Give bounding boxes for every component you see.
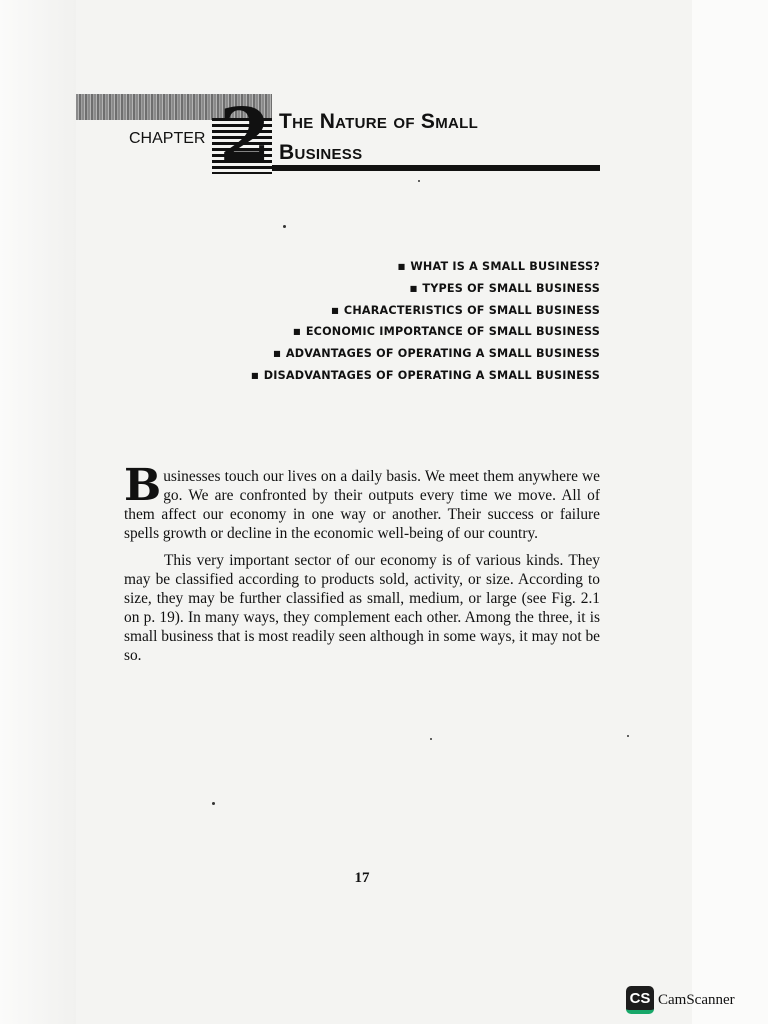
square-bullet-icon: ■ [293,327,301,337]
chapter-title-line-1: The Nature of Small [279,110,479,133]
objective-item: ■ CHARACTERISTICS OF SMALL BUSINESS [331,303,600,317]
camscanner-name: CamScanner [658,991,735,1008]
chapter-objectives-list [251,256,600,387]
square-bullet-icon: ■ [273,349,281,359]
body-paragraph-1: Businesses touch our lives on a daily basis. We meet them anywhere we go. We are confronted by their outputs every time we move. All of them affect our economy in one way or another. Their success or failure spells growth or decline in the economic well-being of our country. [124,460,600,542]
scan-speck [283,225,286,228]
camscanner-watermark [626,986,735,1014]
objective-item: ■ ADVANTAGES OF OPERATING A SMALL BUSINESS [273,347,600,361]
objective-item: ■ WHAT IS A SMALL BUSINESS? [397,260,600,273]
square-bullet-icon: ■ [251,370,259,380]
scan-speck [418,180,420,182]
drop-cap: B [124,460,162,511]
square-bullet-icon: ■ [397,262,406,271]
camscanner-logo-icon: CS [626,986,654,1014]
objective-item: ■ DISADVANTAGES OF OPERATING A SMALL BUSINESS [251,368,600,382]
objective-item: ■ ECONOMIC IMPORTANCE OF SMALL BUSINESS [293,325,600,339]
page-number: 17 [354,870,370,886]
body-paragraph-2: This very important sector of our economy is of various kinds. They may be classified according to products sold, activity, or size. According to size, they may be further classified as small, medium, or large (see Fig. 2.1 on p. 19). In many ways, they complement each other. Among the three, it is small business that is most readily seen although in some ways, it may not be so. [124,552,600,664]
square-bullet-icon: ■ [409,283,418,293]
chapter-body-text [124,460,600,665]
chapter-number: 2 [219,93,271,179]
scan-speck [627,735,629,737]
scan-speck [212,802,215,805]
chapter-label: CHAPTER [129,130,206,147]
square-bullet-icon: ■ [331,305,339,315]
chapter-title [279,106,478,168]
page-margin [0,0,76,1024]
scan-speck [430,738,432,740]
chapter-title-rule [272,165,600,171]
chapter-title-line-2: Business [279,141,363,164]
objective-item: ■ TYPES OF SMALL BUSINESS [409,281,600,295]
